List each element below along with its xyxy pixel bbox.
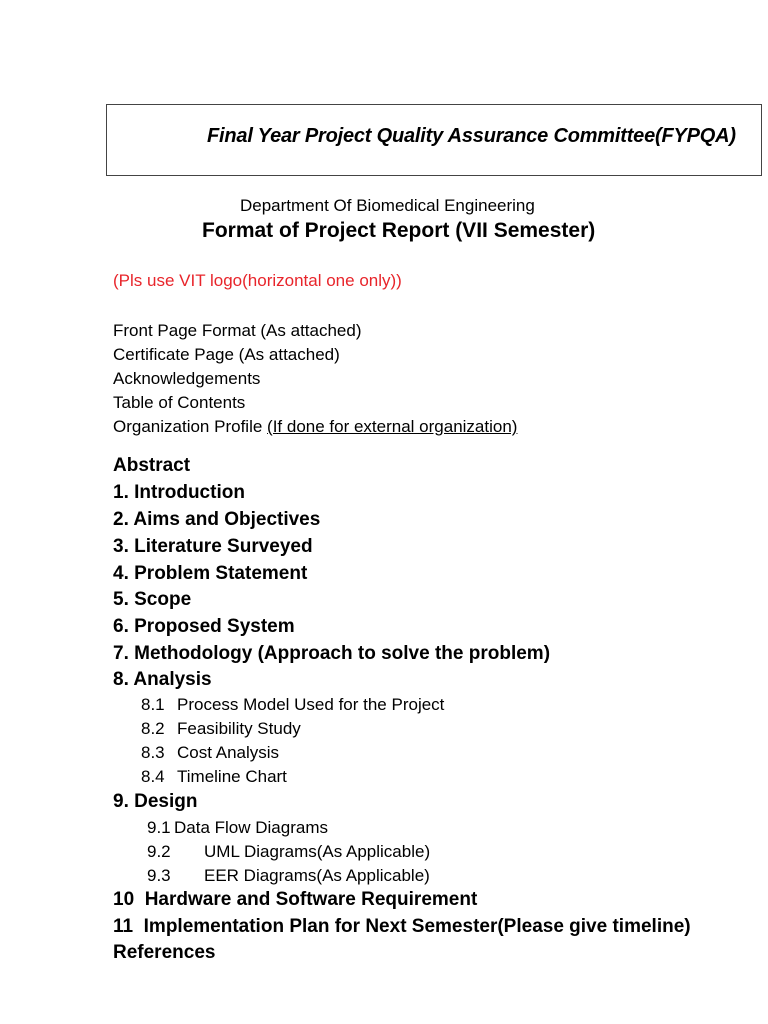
header-box	[106, 104, 762, 176]
section-analysis: 8. Analysis	[113, 669, 212, 690]
analysis-item	[141, 767, 287, 787]
analysis-item-number: 8.1	[141, 695, 165, 714]
analysis-item	[141, 719, 301, 739]
front-matter-item: Certificate Page (As attached)	[113, 345, 340, 364]
section-references: References	[113, 942, 216, 963]
analysis-item	[141, 695, 444, 715]
front-matter-item: Table of Contents	[113, 393, 246, 412]
design-item	[147, 818, 328, 838]
analysis-item-number: 8.4	[141, 767, 165, 786]
analysis-item-number: 8.2	[141, 719, 165, 738]
design-item-label: UML Diagrams(As Applicable)	[204, 842, 431, 861]
section-design: 9. Design	[113, 791, 198, 812]
analysis-item-label: Process Model Used for the Project	[177, 695, 445, 714]
analysis-item-number: 8.3	[141, 743, 165, 762]
section-literature: 3. Literature Surveyed	[113, 536, 313, 557]
design-item-number: 9.1	[147, 818, 171, 837]
design-item-number: 9.2	[147, 842, 171, 861]
section-introduction: 1. Introduction	[113, 482, 245, 503]
section-aims: 2. Aims and Objectives	[113, 509, 321, 530]
design-item	[147, 866, 430, 886]
section-abstract: Abstract	[113, 455, 191, 476]
logo-note: (Pls use VIT logo(horizontal one only))	[113, 271, 402, 290]
department-name: Department Of Biomedical Engineering	[240, 196, 535, 215]
analysis-item-label: Feasibility Study	[177, 719, 301, 738]
org-profile-label: Organization Profile	[113, 417, 268, 436]
section-implementation: 11 Implementation Plan for Next Semester(Please give timeline)	[113, 916, 691, 937]
section-methodology: 7. Methodology (Approach to solve the problem)	[113, 643, 551, 664]
front-matter-list	[113, 319, 517, 439]
committee-title: Final Year Project Quality Assurance Committee(FYPQA)	[207, 125, 736, 147]
design-item-label: EER Diagrams(As Applicable)	[204, 866, 430, 885]
design-item	[147, 842, 430, 862]
front-matter-item: Acknowledgements	[113, 369, 261, 388]
analysis-item	[141, 743, 279, 763]
org-profile-item	[113, 415, 517, 439]
analysis-item-label: Timeline Chart	[177, 767, 287, 786]
design-item-number: 9.3	[147, 866, 171, 885]
analysis-item-label: Cost Analysis	[177, 743, 280, 762]
section-hardware: 10 Hardware and Software Requirement	[113, 889, 478, 910]
front-matter-item: Front Page Format (As attached)	[113, 321, 362, 340]
section-scope: 5. Scope	[113, 589, 192, 610]
design-item-label: Data Flow Diagrams	[174, 818, 328, 837]
org-profile-condition: (If done for external organization)	[267, 417, 518, 436]
section-proposed: 6. Proposed System	[113, 616, 295, 637]
report-title: Format of Project Report (VII Semester)	[202, 219, 596, 242]
section-problem: 4. Problem Statement	[113, 563, 308, 584]
